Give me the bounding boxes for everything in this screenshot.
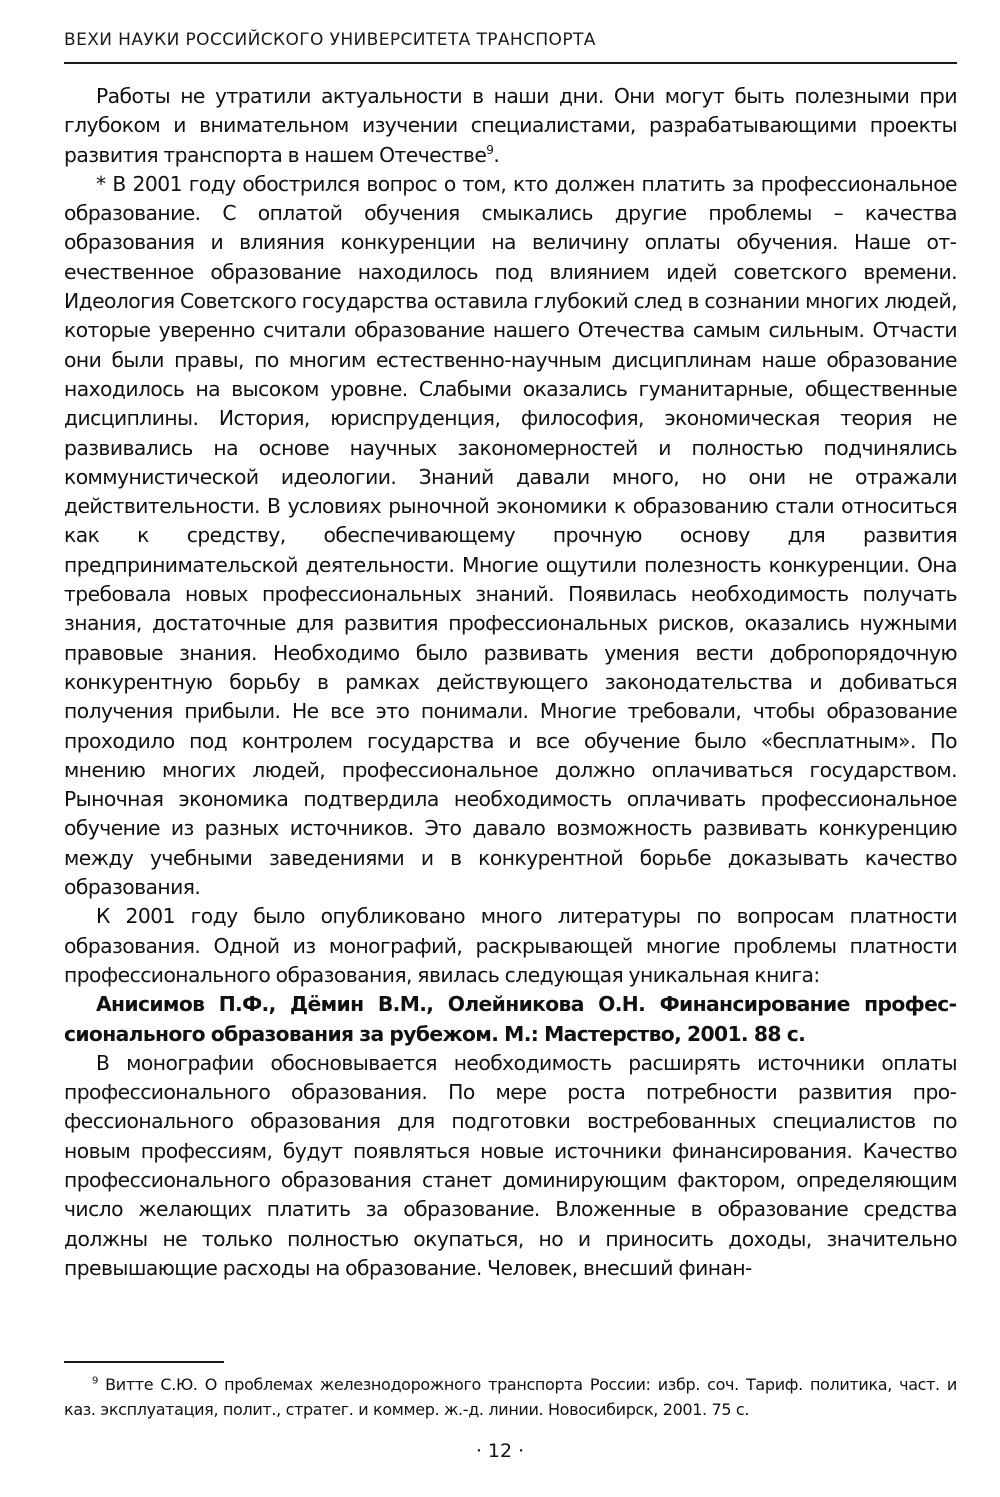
paragraph-2: * В 2001 году обострился вопрос о том, кто должен платить за профессиональное образование. С оплатой обучения смыкались другие проблемы – качества образования и влияния конкуренции на величину оплаты обучения. Наше отечественное образование находилось под влиянием идей советского времени. Идеология Советского государства оставила глубокий след в сознании многих людей, которые уверенно считали образование нашего Отечества самым сильным. Отчасти они были правы, по многим естественно-научным дисциплинам наше образование находилось на высоком уровне. Слабыми оказались гуманитарные, общественные дисциплины. История, юриспруденция, философия, экономическая теория не развивались на основе научных закономерностей и полностью подчинялись коммунистической идеологии. Знаний давали много, но они не отражали действительности. В условиях рыночной экономики к образованию стали относиться как к средству, обеспечивающему прочную основу для развития предпринимательской деятельности. Многие ощутили полезность конкуренции. Она требовала новых профессиональных знаний. Появилась необходимость получать знания, достаточные для развития профессиональных рисков, оказались нужными правовые знания. Необходимо было развивать умения вести добропорядочную конкурентную борьбу в рамках действующего законодательства и добиваться получения прибыли. Не все это понимали. Многие требовали, чтобы образование проходило под контролем государства и все обучение было «бесплатным». По мнению многих людей, профессиональное должно оплачиваться государством. Рыночная экономика подтвердила необходимость оплачивать профессиональное обучение из разных источников. Это давало возможность развивать конкуренцию между учебными заведениями и в конкурентной борьбе доказывать качество образования. [64, 171, 957, 900]
paragraph-3: К 2001 году было опубликовано много литературы по вопросам платности образования. Одной из монографий, раскрывающей многие проблемы платности профессионального образования, явилась следующая уникальная книга: [64, 904, 957, 987]
footnote-mark: 9 [92, 1375, 99, 1387]
paragraph-1-text: Работы не утратили актуальности в наши дни. Они могут быть полезными при глубоком и внимательном изучении специалистами, разрабатывающими проекты развития транспорта в нашем Отечестве [64, 84, 957, 167]
paragraph-4: В монографии обосновывается необходимость расширять источники оплаты профессионального образования. По мере роста потребности развития профессионального образования для подготовки востребованных специалистов по новым профессиям, будут появляться новые источники финансирования. Качество профессионального образования станет доминирующим фактором, определяющим число желающих платить за образование. Вложенные в образование средства должны не только полностью окупаться, но и приносить доходы, значительно превышающие расходы на образование. Человек, внесший финан- [64, 1050, 957, 1280]
footnote-paragraph [64, 1372, 957, 1422]
header-divider [64, 62, 957, 64]
bibliographic-reference: Анисимов П.Ф., Дёмин В.М., Олейникова О.Н. Финансирование профессионального образования за рубежом. М.: Мастерство, 2001. 88 с. [64, 992, 957, 1046]
footnote-text: Витте С.Ю. О проблемах железнодорожного транспорта России: избр. соч. Тариф. политика, част. и каз. эксплуатация, полит., стратег. и коммер. ж.-д. линии. Новосибирск, 2001. 75 с. [64, 1375, 957, 1419]
footnote-9 [64, 1372, 957, 1422]
footnote-divider [64, 1361, 224, 1363]
main-text [64, 82, 957, 1283]
page-number: · 12 · [475, 1440, 525, 1462]
paragraph-1-end: . [493, 142, 500, 167]
running-header: ВЕХИ НАУКИ РОССИЙСКОГО УНИВЕРСИТЕТА ТРАНСПОРТА [64, 30, 596, 50]
paragraph-1 [64, 82, 957, 170]
footnote-reference-9[interactable]: 9 [486, 142, 494, 157]
